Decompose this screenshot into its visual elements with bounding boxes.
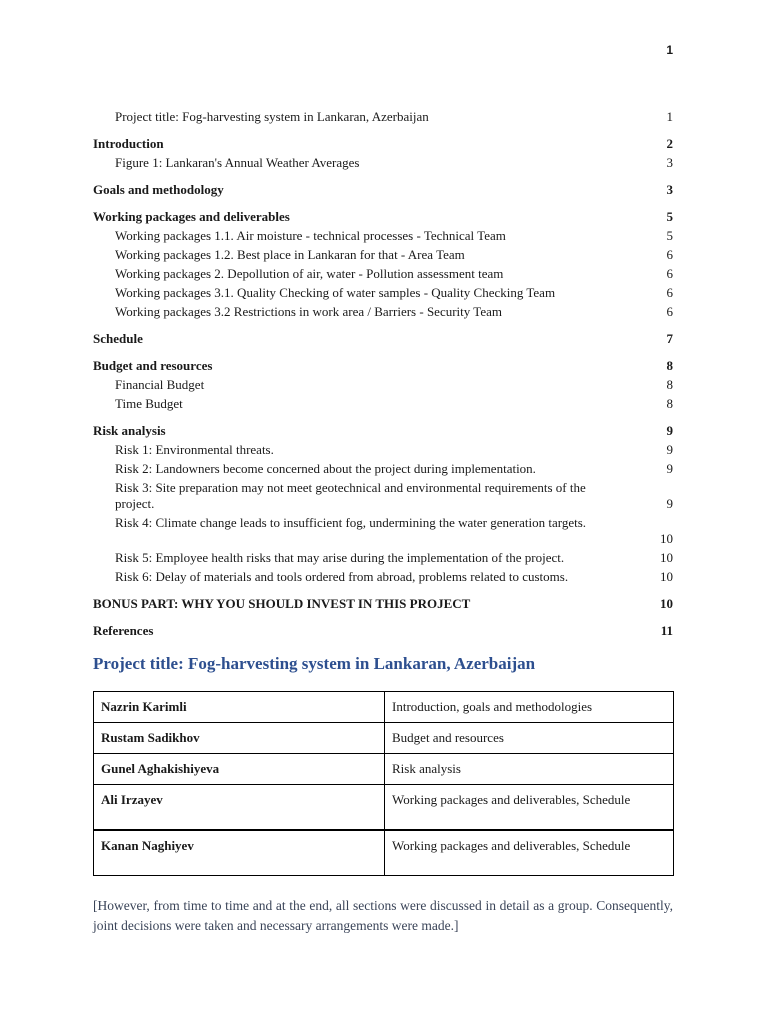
team-member-role: Introduction, goals and methodologies	[385, 692, 674, 723]
table-row	[94, 830, 674, 876]
toc-entry-title: Time Budget	[115, 396, 183, 411]
toc-entry-title: Risk 1: Environmental threats.	[115, 442, 274, 457]
team-member-role: Working packages and deliverables, Schedule	[385, 830, 674, 876]
table-of-contents	[93, 109, 673, 639]
toc-entry-title: Risk 2: Landowners become concerned about the project during implementation.	[115, 461, 536, 476]
toc-entry-page-number: 10	[660, 596, 673, 611]
toc-entry[interactable]	[93, 569, 673, 585]
toc-entry-title: Risk 4: Climate change leads to insufficient fog, undermining the water generation targets.	[115, 515, 587, 530]
toc-entry-title: Introduction	[93, 136, 164, 151]
toc-entry-title: Financial Budget	[115, 377, 205, 392]
toc-entry-page-number: 6	[666, 247, 673, 262]
toc-entry-title: Working packages and deliverables	[93, 209, 290, 224]
toc-entry[interactable]	[93, 247, 673, 263]
toc-entry[interactable]	[93, 377, 673, 393]
toc-entry-page-number: 5	[666, 228, 673, 243]
toc-entry[interactable]	[93, 550, 673, 566]
toc-entry-page-number: 9	[666, 423, 673, 438]
toc-entry[interactable]	[93, 396, 673, 412]
toc-entry-title: Working packages 3.1. Quality Checking of water samples - Quality Checking Team	[115, 285, 556, 300]
team-member-name: Gunel Aghakishiyeva	[94, 754, 385, 785]
toc-entry[interactable]	[93, 480, 673, 512]
toc-entry-title: Budget and resources	[93, 358, 213, 373]
team-member-role: Working packages and deliverables, Schedule	[385, 785, 674, 831]
toc-entry-page-number: 8	[666, 396, 673, 411]
toc-entry[interactable]	[93, 136, 673, 152]
toc-entry-page-number: 6	[666, 266, 673, 281]
toc-entry-page-number: 6	[666, 285, 673, 300]
toc-entry-title: Working packages 3.2 Restrictions in work area / Barriers - Security Team	[115, 304, 502, 319]
toc-entry-page-number: 3	[666, 182, 673, 197]
toc-entry-page-number: 11	[660, 623, 673, 638]
toc-entry-page-number: 5	[666, 209, 673, 224]
team-member-role: Risk analysis	[385, 754, 674, 785]
team-member-name: Nazrin Karimli	[94, 692, 385, 723]
toc-entry[interactable]	[93, 358, 673, 374]
toc-entry-title: Working packages 1.2. Best place in Lankaran for that - Area Team	[115, 247, 465, 262]
toc-entry-page-number: 10	[660, 550, 673, 565]
toc-entry-page-number: 7	[666, 331, 673, 346]
toc-entry-page-number: 8	[666, 377, 673, 392]
toc-entry[interactable]	[93, 442, 673, 458]
table-row	[94, 754, 674, 785]
toc-entry[interactable]	[93, 461, 673, 477]
section-title: Project title: Fog-harvesting system in Lankaran, Azerbaijan	[93, 654, 536, 673]
toc-entry-title: Risk 3: Site preparation may not meet geotechnical and environmental requirements of the project.	[115, 480, 586, 511]
toc-entry-title: Risk analysis	[93, 423, 166, 438]
toc-entry-title: Project title: Fog-harvesting system in Lankaran, Azerbaijan	[115, 109, 429, 124]
toc-entry-page-number: 8	[666, 358, 673, 373]
team-member-role: Budget and resources	[385, 723, 674, 754]
toc-entry-page-number: 10	[660, 569, 673, 584]
team-member-name: Rustam Sadikhov	[94, 723, 385, 754]
toc-entry-page-number: 9	[666, 461, 673, 476]
toc-entry[interactable]	[93, 228, 673, 244]
toc-entry[interactable]	[93, 304, 673, 320]
team-member-name: Ali Irzayev	[94, 785, 385, 831]
page-number: 1	[666, 43, 673, 57]
toc-entry[interactable]	[93, 155, 673, 171]
toc-entry[interactable]	[93, 423, 673, 439]
toc-entry-title: Working packages 1.1. Air moisture - technical processes - Technical Team	[115, 228, 506, 243]
toc-entry-title: BONUS PART: WHY YOU SHOULD INVEST IN THIS PROJECT	[93, 596, 471, 611]
toc-entry-title: Risk 5: Employee health risks that may arise during the implementation of the project.	[115, 550, 565, 565]
toc-entry[interactable]	[93, 331, 673, 347]
team-member-name: Kanan Naghiyev	[94, 830, 385, 876]
toc-entry-page-number: 9	[666, 442, 673, 457]
toc-entry[interactable]	[93, 285, 673, 301]
toc-entry-page-number: 6	[666, 304, 673, 319]
toc-entry-page-number: 3	[666, 155, 673, 170]
toc-entry-title: References	[93, 623, 154, 638]
toc-entry[interactable]	[93, 109, 673, 125]
group-work-note: [However, from time to time and at the end, all sections were discussed in detail as a group. Consequently, joint decisions were taken and necessary arrangements were made.]	[93, 898, 673, 933]
toc-entry[interactable]	[93, 209, 673, 225]
toc-entry-page-number: 2	[666, 136, 673, 151]
toc-entry-title: Goals and methodology	[93, 182, 224, 197]
toc-entry-title: Schedule	[93, 331, 143, 346]
table-row	[94, 785, 674, 831]
toc-entry-title: Figure 1: Lankaran's Annual Weather Averages	[115, 155, 360, 170]
toc-entry[interactable]	[93, 596, 673, 612]
toc-entry[interactable]	[93, 266, 673, 282]
toc-entry[interactable]	[93, 182, 673, 198]
toc-entry-page-number: 1	[666, 109, 673, 124]
toc-entry-title: Risk 6: Delay of materials and tools ordered from abroad, problems related to customs.	[115, 569, 569, 584]
table-row	[94, 692, 674, 723]
toc-entry-title: Working packages 2. Depollution of air, water - Pollution assessment team	[115, 266, 504, 281]
toc-entry[interactable]	[93, 515, 673, 547]
table-row	[94, 723, 674, 754]
toc-entry-page-number: 9	[666, 496, 673, 511]
team-assignment-table	[93, 691, 674, 876]
toc-entry-page-number: 10	[660, 531, 673, 546]
toc-entry[interactable]	[93, 623, 673, 639]
